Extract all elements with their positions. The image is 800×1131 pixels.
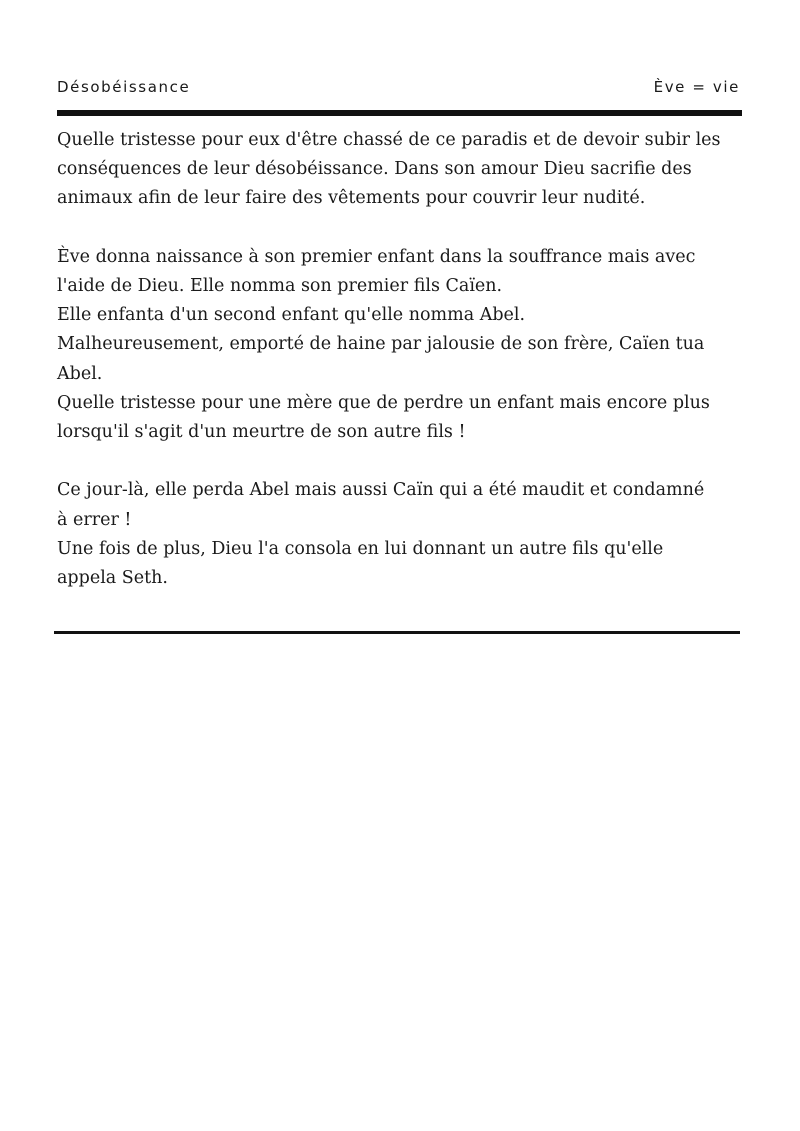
bottom-divider (54, 631, 740, 634)
paragraph-3 (57, 476, 747, 593)
text-line: Une fois de plus, Dieu l'a consola en lui donnant un autre fils qu'elle (57, 538, 664, 559)
text-line: Ce jour-là, elle perda Abel mais aussi Caïn qui a été maudit et condamné (57, 480, 705, 501)
text-line: l'aide de Dieu. Elle nomma son premier fils Caïen. (57, 276, 503, 296)
header-title: Désobéissance (57, 78, 191, 96)
text-line: appela Seth. (57, 568, 168, 589)
text-line: Quelle tristesse pour eux d'être chassé de ce paradis et de devoir subir les (57, 130, 721, 150)
text-line: Malheureusement, emporté de haine par jalousie de son frère, Caïen tua (57, 334, 705, 355)
text-line: lorsqu'il s'agit d'un meurtre de son autre fils ! (57, 422, 466, 443)
paragraph-2 (57, 243, 747, 447)
text-line: Quelle tristesse pour une mère que de perdre un enfant mais encore plus (57, 392, 710, 413)
text-line: à errer ! (57, 509, 132, 530)
top-divider (57, 110, 742, 116)
text-line: animaux afin de leur faire des vêtements pour couvrir leur nudité. (57, 188, 646, 209)
text-line: Abel. (57, 363, 103, 384)
header-subtitle: Ève = vie (653, 78, 740, 96)
page-header (57, 78, 740, 100)
text-line: Elle enfanta d'un second enfant qu'elle nomma Abel. (57, 305, 526, 326)
body-text (57, 126, 747, 622)
text-line: conséquences de leur désobéissance. Dans son amour Dieu sacrifie des (57, 159, 692, 180)
paragraph-1 (57, 126, 747, 214)
text-line: Ève donna naissance à son premier enfant dans la souffrance mais avec (57, 246, 696, 267)
